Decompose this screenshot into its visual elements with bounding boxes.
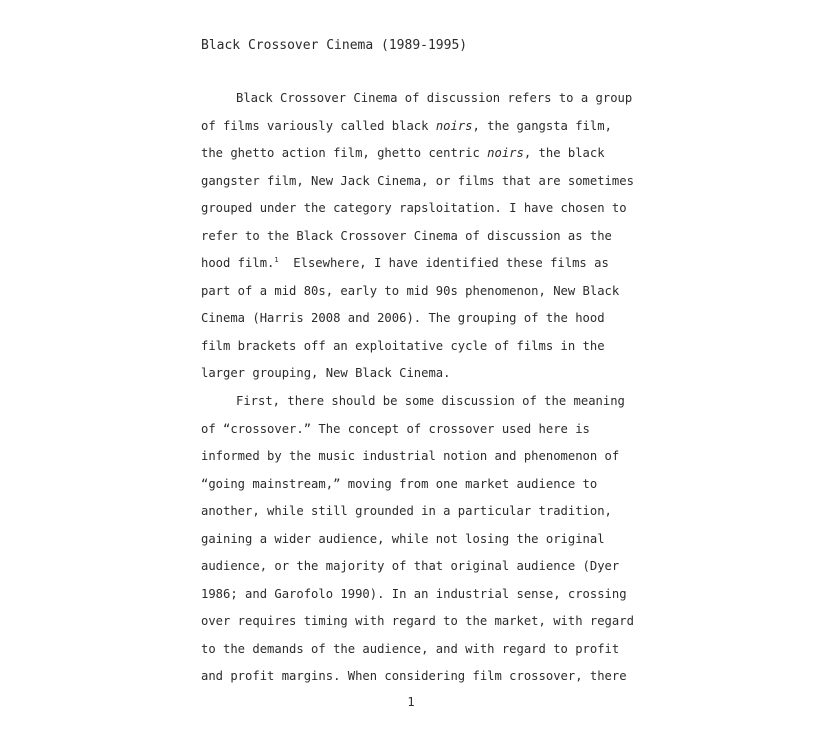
text-segment: film brackets off an exploitative cycle of films in the: [201, 338, 605, 353]
text-segment: gangster film, New Jack Cinema, or films that are sometimes: [201, 173, 634, 188]
text-segment: grouped under the category rapsloitation. I have chosen to: [201, 201, 627, 216]
text-segment: “going mainstream,” moving from one market audience to: [201, 476, 598, 491]
text-line: [201, 199, 631, 227]
text-line: [201, 557, 631, 585]
page-number: 1: [407, 695, 415, 709]
text-line: [201, 227, 631, 255]
text-line: [201, 585, 631, 613]
text-line: [201, 364, 631, 392]
text-segment: refer to the Black Crossover Cinema of discussion as the: [201, 228, 612, 243]
text-line: [201, 502, 631, 530]
text-segment: Black Crossover Cinema of discussion refers to a group: [236, 91, 633, 105]
text-segment: another, while still grounded in a particular tradition,: [201, 504, 612, 519]
text-segment: Cinema (Harris 2008 and 2006). The grouping of the hood: [201, 311, 605, 326]
text-line: [201, 89, 631, 117]
text-line: [201, 282, 631, 310]
text-line: [201, 447, 631, 475]
text-line: [201, 612, 634, 640]
text-segment: of films variously called black: [201, 118, 436, 133]
text-segment: part of a mid 80s, early to mid 90s phenomenon, New Black: [201, 283, 620, 298]
text-line: [201, 640, 631, 668]
text-line: [201, 254, 631, 282]
text-segment: 1986; and Garofolo 1990). In an industrial sense, crossing: [201, 586, 627, 601]
text-segment: audience, or the majority of that original audience (Dyer: [201, 559, 620, 574]
text-segment: over requires timing with regard to the market, with regard: [201, 614, 634, 629]
text-line: [201, 530, 631, 558]
text-segment: , the gangsta film,: [472, 118, 612, 133]
text-line: [201, 172, 634, 200]
text-line: [201, 667, 631, 695]
text-line: [201, 309, 631, 337]
document-title: Black Crossover Cinema (1989-1995): [201, 38, 468, 53]
text-line: [201, 420, 631, 448]
italic-text: noirs: [435, 118, 473, 133]
text-segment: to the demands of the audience, and with regard to profit: [201, 641, 620, 656]
text-segment: informed by the music industrial notion and phenomenon of: [201, 449, 620, 464]
text-line: [201, 144, 631, 172]
body-text: [201, 89, 634, 695]
text-segment: of “crossover.” The concept of crossover used here is: [201, 421, 590, 436]
text-segment: First, there should be some discussion of the meaning: [236, 394, 625, 409]
text-segment: and profit margins. When considering film crossover, there: [201, 669, 627, 684]
text-segment: , the black: [523, 146, 605, 161]
footnote-marker: 1: [274, 256, 279, 265]
text-line: [201, 392, 631, 420]
text-line: [201, 117, 631, 145]
text-segment: the ghetto action film, ghetto centric: [201, 146, 488, 161]
italic-text: noirs: [487, 146, 524, 161]
text-segment: hood film.: [201, 256, 275, 271]
text-line: [201, 337, 631, 365]
text-line: [201, 475, 631, 503]
text-segment: larger grouping, New Black Cinema.: [201, 366, 451, 381]
text-segment: gaining a wider audience, while not losing the original: [201, 531, 605, 546]
text-segment: Elsewhere, I have identified these films as: [278, 256, 609, 271]
